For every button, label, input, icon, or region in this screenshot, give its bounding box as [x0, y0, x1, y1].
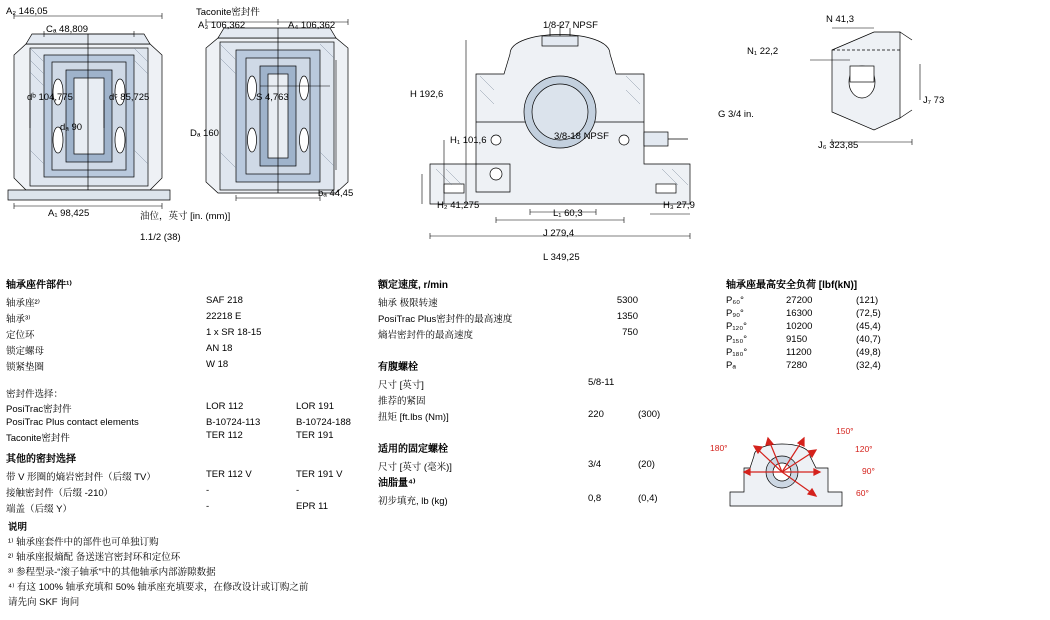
col3-title: 轴承座最高安全负荷 [lbf(kN)]: [726, 280, 858, 291]
dim-h1: H₁ 101,6: [450, 135, 487, 146]
row-value-1: -: [206, 485, 210, 496]
note-line: ²⁾ 轴承座报熵配 备送迷宫密封环和定位环: [8, 552, 181, 563]
row-label: 熵岩密封件的最高速度: [378, 330, 474, 341]
row-value-2: TER 191 V: [296, 469, 343, 480]
table-row: [378, 376, 678, 392]
table-row: [6, 358, 356, 374]
row-label: 锁定螺母: [6, 346, 45, 357]
load-direction-diagram: [724, 430, 864, 520]
row-label: Pₐ: [726, 360, 736, 371]
dim-dc: dᶜ 85,725: [109, 92, 150, 103]
row-label: 轴承 极限转速: [378, 298, 438, 309]
col1-title: 轴承座件部件¹⁾: [6, 280, 72, 291]
row-value-2: (300): [638, 409, 661, 420]
row-label: 轴承座²⁾: [6, 298, 40, 309]
dim-n1: N₁ 22,2: [747, 46, 779, 57]
dim-da-outer: Dₐ 160: [190, 128, 219, 139]
table-row: [6, 310, 356, 326]
angle-label-180: 180°: [710, 443, 728, 453]
table-row: [726, 333, 966, 346]
row-value-2: LOR 191: [296, 401, 335, 412]
dim-s: S 4,763: [256, 92, 289, 103]
table-row: [726, 294, 966, 307]
row-label: 尺寸 [英寸 (毫米)]: [378, 462, 452, 473]
oil-level-note-title: 油位，英寸 [in. (mm)]: [140, 211, 231, 222]
row-value-2: [296, 342, 356, 358]
dim-l1: L₁ 60,3: [553, 208, 583, 219]
angle-label-60: 60°: [856, 488, 869, 498]
dim-j: J 279,4: [543, 228, 575, 239]
row-value-1: 22218 E: [206, 311, 242, 322]
angle-label-120: 120°: [855, 444, 873, 454]
table-row: [6, 294, 356, 310]
col2-bolt-table: [378, 376, 678, 424]
drawing-view-2: [190, 0, 370, 210]
row-value-1: 1350: [616, 311, 638, 322]
row-value-1: 750: [622, 327, 638, 338]
row-value-2: -: [296, 485, 300, 496]
row-value-2: (72,5): [856, 308, 881, 319]
row-label: 尺寸 [英寸]: [378, 380, 424, 391]
row-value-2: EPR 11: [296, 501, 329, 512]
dim-npsf-side: 3/8-18 NPSF: [554, 131, 609, 142]
col2-speed-table: [378, 294, 678, 342]
row-value-2: [296, 294, 356, 310]
row-value-1: -: [206, 501, 210, 512]
col2-grease-title: 油脂量⁴⁾: [378, 478, 416, 489]
drawing-view-1: [0, 0, 190, 230]
row-value-2: [638, 392, 678, 408]
dim-l: L 349,25: [543, 252, 580, 263]
row-value-2: [296, 310, 356, 326]
row-label: PosiTrac Plus密封件的最高速度: [378, 314, 513, 325]
dim-ba: bₐ 44,45: [318, 188, 354, 199]
table-row: [6, 468, 356, 484]
row-value-2: B-10724-188: [296, 417, 351, 428]
table-row: [6, 400, 356, 416]
row-value-1: 11200: [786, 347, 812, 358]
row-value-2: (40,7): [856, 334, 881, 345]
row-label: 推荐的紧固: [378, 396, 426, 407]
row-value-2: [296, 326, 356, 342]
row-value-1: 5/8-11: [588, 377, 615, 388]
row-value-1: 9150: [786, 334, 808, 345]
row-label: P₁₅₀°: [726, 334, 748, 345]
table-row: [6, 429, 356, 445]
col1-table: [6, 294, 356, 374]
row-label: P₁₈₀°: [726, 347, 748, 358]
table-row: [378, 492, 678, 508]
dim-n: N 41,3: [826, 14, 854, 25]
row-label: P₁₂₀°: [726, 321, 747, 332]
col1-seal-table: [6, 400, 356, 445]
dim-a4: A₄ 106,362: [288, 20, 336, 31]
dim-h: H 192,6: [410, 89, 444, 100]
row-value-1: TER 112: [206, 430, 243, 441]
note-line: ¹⁾ 轴承座套件中的部件也可单独订购: [8, 537, 159, 548]
row-value-2: (49,8): [856, 347, 881, 358]
row-value-1: TER 112 V: [206, 469, 252, 480]
col2-fix-table: [378, 458, 678, 474]
row-value-2: (0,4): [638, 493, 658, 504]
row-label: 锁紧垫圈: [6, 362, 45, 373]
oil-level-note-value: 1.1/2 (38): [140, 232, 181, 243]
row-value-1: 220: [588, 409, 604, 420]
table-row: [378, 326, 678, 342]
angle-label-90: 90°: [862, 466, 875, 476]
row-value-2: [638, 310, 678, 326]
table-row: [6, 326, 356, 342]
row-label: P₆₀°: [726, 295, 744, 306]
col1-seal-title: 密封件选择：: [6, 389, 64, 400]
row-label: 扭矩 [ft.lbs (Nm)]: [378, 412, 449, 423]
col1-other-table: [6, 468, 356, 516]
row-value-2: (45,4): [856, 321, 881, 332]
row-label: P₉₀°: [726, 308, 744, 319]
dim-da: dₐ 90: [60, 122, 83, 133]
dim-a2: A₂ 146,05: [6, 6, 48, 17]
row-value-1: 10200: [786, 321, 813, 332]
row-label: 带 V 形圈的熵岩密封件（后缀 TV）: [6, 472, 156, 483]
dim-j6: J₆ 323,85: [818, 140, 859, 151]
table-row: [378, 408, 678, 424]
table-row: [726, 320, 966, 333]
row-value-1: 1 x SR 18-15: [206, 327, 262, 338]
row-value-2: [638, 294, 678, 310]
drawing-view-4: [790, 20, 1000, 160]
dim-a1: A₁ 98,425: [48, 208, 90, 219]
dim-npsf-top: 1/8-27 NPSF: [543, 20, 598, 31]
table-row: [378, 458, 678, 474]
table-row: [378, 294, 678, 310]
row-value-1: 7280: [786, 360, 808, 371]
row-value-1: 16300: [786, 308, 813, 319]
col1-other-title: 其他的密封选择: [6, 454, 76, 465]
note-line: 请先向 SKF 询问: [8, 597, 80, 608]
row-value-1: 5300: [616, 295, 638, 306]
row-value-1: [588, 392, 638, 408]
row-value-1: LOR 112: [206, 401, 244, 412]
notes-title: 说明: [8, 522, 28, 533]
row-label: PosiTrac Plus contact elements: [6, 417, 139, 428]
row-value-1: SAF 218: [206, 295, 243, 306]
row-value-1: W 18: [206, 359, 229, 370]
row-label: 初步填充, lb (kg): [378, 496, 448, 507]
table-row: [6, 416, 356, 429]
dim-db: dᵇ 104,775: [27, 92, 73, 103]
row-label: 轴承³⁾: [6, 314, 31, 325]
taconite-seal-title: Taconite密封件: [196, 7, 260, 18]
dim-g: G 3/4 in.: [718, 109, 754, 120]
table-row: [726, 346, 966, 359]
table-row: [378, 392, 678, 408]
dim-a3: A₃ 106,362: [198, 20, 246, 31]
table-row: [378, 310, 678, 326]
note-line: ⁴⁾ 有这 100% 轴承充填和 50% 轴承座充填要求，在修改设计或订购之前: [8, 582, 309, 593]
dim-h3: H₃ 27,9: [663, 200, 695, 211]
row-value-1: AN 18: [206, 343, 233, 354]
note-line: ³⁾ 参程型录-“滚子轴承”中的其他轴承内部游隙数据: [8, 567, 216, 578]
table-row: [726, 307, 966, 320]
row-value-2: (121): [856, 295, 879, 306]
row-value-1: 27200: [786, 295, 813, 306]
row-value-1: B-10724-113: [206, 417, 261, 428]
table-row: [6, 484, 356, 500]
dim-h2: H₂ 41,275: [437, 200, 480, 211]
row-label: Taconite密封件: [6, 433, 70, 444]
col2-bolt-title: 有腹螺栓: [378, 362, 418, 373]
row-value-2: [638, 326, 678, 342]
row-label: 接触密封件（后缀 -210）: [6, 488, 114, 499]
col3-table: [726, 294, 966, 372]
row-label: 端盖（后缀 Y）: [6, 504, 72, 515]
col2-speed-title: 额定速度, r/min: [378, 280, 449, 291]
row-label: PosiTrac密封件: [6, 404, 72, 415]
row-label: 定位环: [6, 330, 35, 341]
col2-fix-title: 适用的固定螺栓: [378, 444, 448, 455]
col2-grease-table: [378, 492, 678, 508]
row-value-2: [638, 376, 678, 392]
dim-j7: J₇ 73: [923, 95, 945, 106]
table-row: [6, 500, 356, 516]
angle-label-150: 150°: [836, 426, 854, 436]
row-value-2: (20): [638, 459, 655, 470]
row-value-2: (32,4): [856, 360, 881, 371]
row-value-2: [296, 358, 356, 374]
row-value-1: 3/4: [588, 459, 602, 470]
row-value-1: 0,8: [588, 493, 602, 504]
dim-ca: Cₐ 48,809: [46, 24, 89, 35]
row-value-2: TER 191: [296, 430, 334, 441]
table-row: [726, 359, 966, 372]
notes-block: [8, 520, 308, 610]
table-row: [6, 342, 356, 358]
